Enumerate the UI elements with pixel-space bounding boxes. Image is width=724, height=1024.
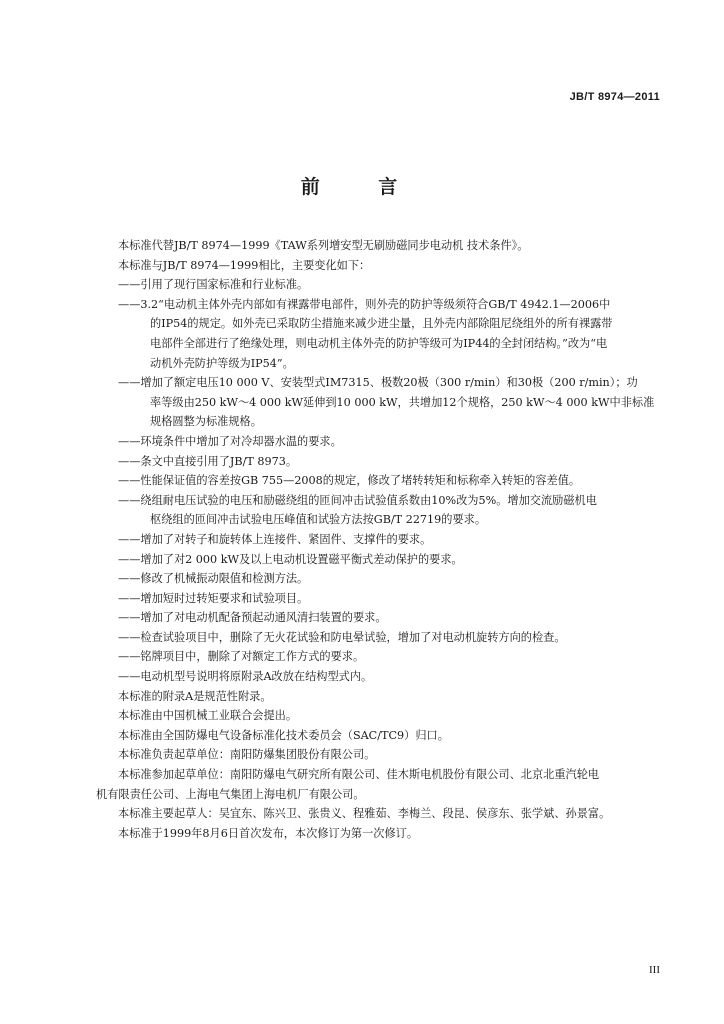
paragraph-line: 本标准代替JB/T 8974—1999《TAW系列增安型无刷励磁同步电动机 技术条件》。: [118, 239, 529, 252]
paragraph-line: 本标准与JB/T 8974—1999相比，主要变化如下：: [118, 258, 371, 272]
list-item: ——铭牌项目中，删除了对额定工作方式的要求。: [118, 650, 365, 664]
paragraph-line: 本标准参加起草单位：南阳防爆电气研究所有限公司、佳木斯电机股份有限公司、北京北重汽轮电: [118, 768, 600, 782]
list-item: ——环境条件中增加了对冷却器水温的要求。: [118, 434, 342, 448]
page-title: 前 言: [300, 176, 424, 198]
paragraph-line: 本标准负责起草单位：南阳防爆集团股份有限公司。: [118, 748, 376, 762]
list-item: ——3.2“电动机主体外壳内部如有裸露带电部件，则外壳的防护等级须符合GB/T 4942.1—2006中: [118, 297, 611, 311]
standard-number: JB/T 8974—2011: [569, 91, 660, 103]
list-item: ——电动机型号说明将原附录A改放在结构型式内。: [118, 670, 373, 684]
list-item: ——增加了对电动机配备预起动通风清扫装置的要求。: [118, 611, 387, 625]
list-item: ——增加短时过转矩要求和试验项目。: [118, 591, 309, 605]
paragraph-line: 本标准于1999年8月6日首次发布，本次修订为第一次修订。: [118, 826, 419, 840]
list-item-continuation: 规格圆整为标准规格。: [150, 415, 262, 429]
list-item: ——性能保证值的容差按GB 755—2008的规定，修改了堵转转矩和标称牵入转矩的容差值。: [118, 474, 581, 488]
paragraph-line: 本标准由中国机械工业联合会提出。: [118, 709, 298, 723]
paragraph-line: 本标准主要起草人：吴宜东、陈兴卫、张贵义、程雅茹、李梅兰、段昆、侯彦东、张学斌、孙景富。: [118, 807, 611, 821]
list-item-continuation: 率等级由250 kW～4 000 kW延伸到10 000 kW，共增加12个规格，250 kW～4 000 kW中非标准: [150, 395, 655, 409]
list-item-continuation: 电部件全部进行了绝缘处理，则电动机主体外壳的防护等级可为IP44的全封闭结构。”改为“电: [150, 336, 608, 350]
list-item-continuation: 枢绕组的匝间冲击试验电压峰值和试验方法按GB/T 22719的要求。: [150, 513, 487, 527]
preface-body: [96, 236, 663, 843]
list-item: ——检查试验项目中，删除了无火花试验和防电晕试验，增加了对电动机旋转方向的检查。: [118, 630, 566, 644]
list-item-continuation: 的IP54的规定。如外壳已采取防尘措施来减少进尘量，且外壳内部除阻尼绕组外的所有裸露带: [150, 317, 613, 331]
list-item: ——增加了对转子和旋转体上连接件、紧固件、支撑件的要求。: [118, 532, 432, 546]
list-item: ——条文中直接引用了JB/T 8973。: [118, 454, 298, 468]
list-item: ——修改了机械振动限值和检测方法。: [118, 572, 309, 586]
list-item: ——绕组耐电压试验的电压和励磁绕组的匝间冲击试验值系数由10%改为5%。增加交流励磁机电: [118, 493, 597, 507]
paragraph-line: 本标准的附录A是规范性附录。: [118, 689, 272, 703]
list-item: ——增加了对2 000 kW及以上电动机设置磁平衡式差动保护的要求。: [118, 552, 463, 566]
list-item-continuation: 动机外壳防护等级为IP54”。: [150, 356, 294, 370]
paragraph-continuation: 机有限责任公司、上海电气集团上海电机厂有限公司。: [96, 787, 365, 801]
page-number: III: [649, 964, 660, 976]
list-item: ——引用了现行国家标准和行业标准。: [118, 278, 309, 292]
list-item: ——增加了额定电压10 000 V、安装型式IM7315、极数20极（300 r/min）和30极（200 r/min）；功: [118, 376, 638, 390]
paragraph-line: 本标准由全国防爆电气设备标准化技术委员会（SAC/TC9）归口。: [118, 728, 449, 742]
